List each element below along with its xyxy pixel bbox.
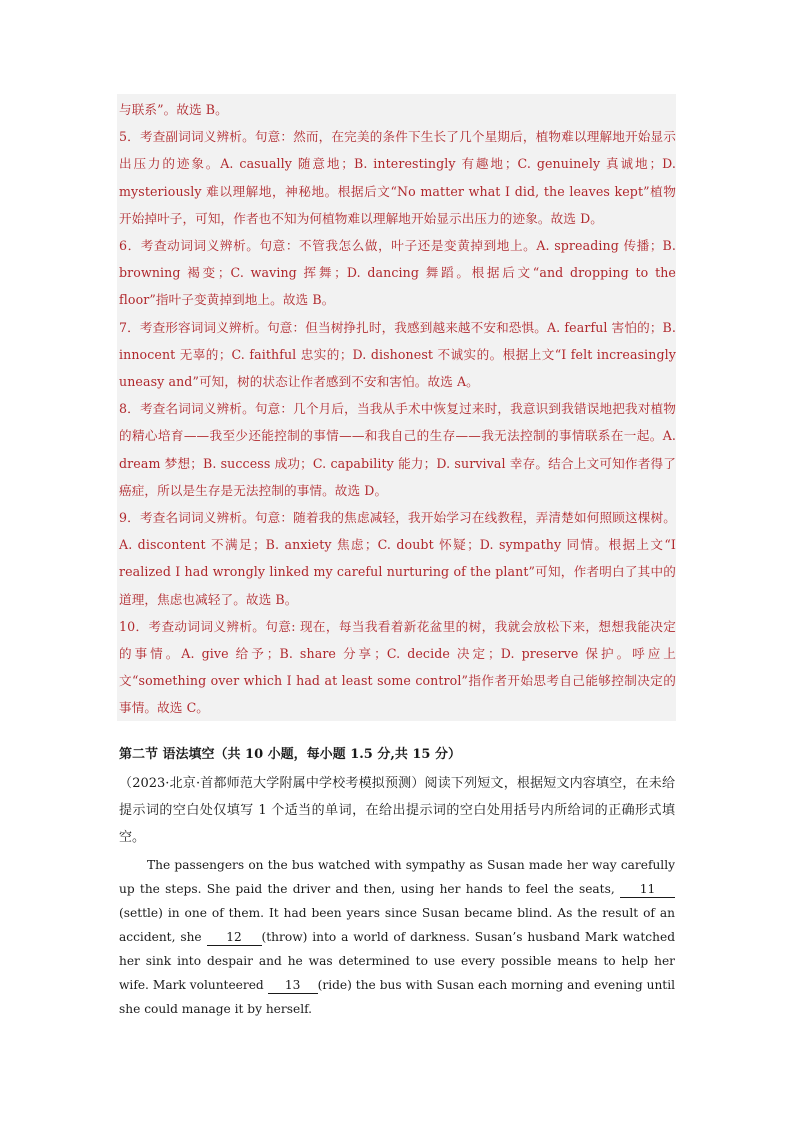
grammar-passage [119, 853, 675, 1021]
blank-11[interactable]: 11 [620, 881, 675, 898]
answer-item-6: 6．考查动词词义辨析。句意：不管我怎么做，叶子还是变黄掉到地上。A. spreading 传播；B. browning 褐变；C. waving 挥舞；D. dancing 舞蹈。根据后文“and dropping to the floor”指叶子变黄掉到地上。故选 B。 [119, 238, 676, 308]
answer-explanations-box [117, 94, 676, 721]
answer-item-7: 7．考查形容词词义辨析。句意：但当树挣扎时，我感到越来越不安和恐惧。A. fearful 害怕的；B. innocent 无辜的；C. faithful 忠实的；D. dishonest 不诚实的。根据上文“I felt increasingly uneasy and”可知，树的状态让作者感到不安和害怕。故选 A。 [119, 319, 676, 390]
section-title: 第二节 语法填空（共 10 小题，每小题 1.5 分,共 15 分） [119, 747, 462, 762]
blank-13[interactable]: 13 [268, 977, 318, 994]
answer-line-continuation: 与联系”。故选 B。 [119, 102, 228, 117]
blank-12[interactable]: 12 [207, 929, 262, 946]
passage-text-4: (ride) the bus with Susan each morning and evening until she could manage it by herself. [119, 978, 675, 1016]
section-instructions: （2023·北京·首都师范大学附属中学校考模拟预测）阅读下列短文，根据短文内容填空，在未给提示词的空白处仅填写 1 个适当的单词，在给出提示词的空白处用括号内所给词的正确形式填空。 [119, 776, 675, 845]
answer-item-8: 8．考查名词词义辨析。句意：几个月后，当我从手术中恢复过来时，我意识到我错误地把我对植物的精心培育——我至少还能控制的事情——和我自己的生存——我无法控制的事情联系在一起。A. dream 梦想；B. success 成功；C. capability 能力；D. survival 幸存。结合上文可知作者得了癌症，所以是生存是无法控制的事情。故选 D。 [119, 401, 676, 498]
passage-text-2: (settle) in one of them. It had been years since Susan became blind. As the result of an accident, she [119, 906, 675, 944]
passage-text-1: The passengers on the bus watched with sympathy as Susan made her way carefully up the steps. She paid the driver and then, using her hands to feel the seats, [119, 858, 675, 896]
answer-item-5: 5．考查副词词义辨析。句意：然而，在完美的条件下生长了几个星期后，植物难以理解地开始显示出压力的迹象。A. casually 随意地；B. interestingly 有趣地；C. genuinely 真诚地；D. mysteriously 难以理解地，神秘地。根据后文“No matter what I did, the leaves kept”植物开始掉叶子，可知，作者也不知为何植物难以理解地开始显示出压力的迹象。故选 D。 [119, 129, 676, 226]
answer-item-9: 9．考查名词词义辨析。句意：随着我的焦虑减轻，我开始学习在线教程，弄清楚如何照顾这棵树。A. discontent 不满足；B. anxiety 焦虑；C. doubt 怀疑；D. sympathy 同情。根据上文“I realized I had wrongly linked my careful nurturing of the plant”可知，作者明白了其中的道理，焦虑也减轻了。故选 B。 [119, 510, 676, 607]
passage-text-3: (throw) into a world of darkness. Susan’s husband Mark watched her sink into despair and he was determined to use every possible means to help her wife. Mark volunteered [119, 930, 675, 992]
answer-item-10: 10．考查动词词义辨析。句意: 现在，每当我看着新花盆里的树，我就会放松下来，想想我能决定的事情。A. give 给予；B. share 分享；C. decide 决定；D. preserve 保护。呼应上文“something over which I had at least some control”指作者开始思考自己能够控制决定的事情。故选 C。 [119, 618, 676, 716]
